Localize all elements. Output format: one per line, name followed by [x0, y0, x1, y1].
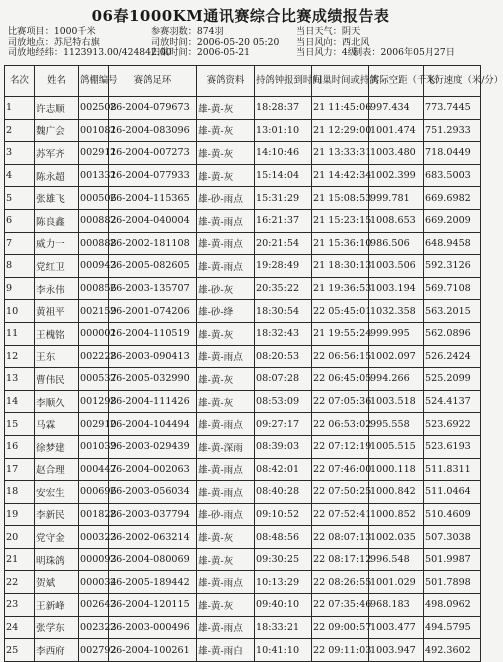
cell-clock-time: 18:28:37 [255, 97, 312, 120]
cell-distance: 1001.474 [369, 119, 424, 142]
cell-ring: 26-2004-115365 [109, 187, 197, 210]
cell-ring: 26-2003-029439 [109, 435, 197, 458]
cell-pid: 001331 [79, 164, 109, 187]
cell-distance: 1032.358 [369, 300, 424, 323]
cell-return-time: 22 06:56:15 [312, 345, 369, 368]
cell-speed: 510.4609 [424, 503, 481, 526]
cell-return-time: 22 08:26:55 [312, 571, 369, 594]
cell-ring: 26-2004-080069 [109, 548, 197, 571]
cell-name: 威力一 [35, 232, 79, 255]
cell-name: 李永伟 [35, 277, 79, 300]
cell-rank: 10 [5, 300, 35, 323]
cell-speed: 498.0962 [424, 594, 481, 617]
header-name: 姓名 [35, 66, 79, 97]
cell-return-time: 22 09:11:03 [312, 639, 369, 662]
release-time: 司放时间：2006-05-20 05:20 [151, 36, 280, 48]
cell-name: 许志顺 [35, 97, 79, 120]
header-rank: 名次 [5, 66, 35, 97]
cell-clock-time: 08:39:03 [255, 435, 312, 458]
cell-clock-time: 09:10:52 [255, 503, 312, 526]
cell-pid: 002159 [79, 300, 109, 323]
cell-speed: 773.7445 [424, 97, 481, 120]
cell-ring: 26-2003-135707 [109, 277, 197, 300]
cell-clock-time: 10:41:10 [255, 639, 312, 662]
cell-speed: 511.8311 [424, 458, 481, 481]
cell-speed: 669.6982 [424, 187, 481, 210]
cell-distance: 1003.518 [369, 390, 424, 413]
cell-distance: 1008.653 [369, 209, 424, 232]
cell-rank: 14 [5, 390, 35, 413]
cell-speed: 501.9987 [424, 548, 481, 571]
cell-distance: 996.548 [369, 548, 424, 571]
cell-name: 党红卫 [35, 255, 79, 278]
cell-name: 魏广会 [35, 119, 79, 142]
cell-distance: 1003.947 [369, 639, 424, 662]
cell-info: 雄-黄-灰 [197, 390, 255, 413]
cell-info: 雄-砂-绛 [197, 300, 255, 323]
cell-clock-time: 18:33:21 [255, 616, 312, 639]
cell-name: 赵合理 [35, 458, 79, 481]
table-row [5, 255, 481, 278]
cell-speed: 526.2424 [424, 345, 481, 368]
cell-rank: 5 [5, 187, 35, 210]
table-row [5, 232, 481, 255]
cell-rank: 15 [5, 413, 35, 436]
cell-info: 雄-黄-灰 [197, 119, 255, 142]
report-title: 06春1000KM通讯赛综合比赛成绩报告表 [91, 7, 390, 25]
cell-ring: 26-2004-040004 [109, 209, 197, 232]
cell-speed: 683.5003 [424, 164, 481, 187]
cell-speed: 563.2015 [424, 300, 481, 323]
cell-rank: 13 [5, 368, 35, 391]
cell-ring: 26-2002-063214 [109, 526, 197, 549]
cell-rank: 16 [5, 435, 35, 458]
cell-ring: 26-2004-079673 [109, 97, 197, 120]
cell-return-time: 22 05:45:01 [312, 300, 369, 323]
cell-clock-time: 08:48:56 [255, 526, 312, 549]
cell-ring: 26-2004-083096 [109, 119, 197, 142]
cell-clock-time: 09:40:10 [255, 594, 312, 617]
cell-clock-time: 16:21:37 [255, 209, 312, 232]
cell-info: 雄-黄-雨点 [197, 481, 255, 504]
table-row [5, 503, 481, 526]
cell-return-time: 21 15:23:15 [312, 209, 369, 232]
cell-speed: 648.9458 [424, 232, 481, 255]
table-row [5, 594, 481, 617]
cell-clock-time: 09:30:25 [255, 548, 312, 571]
cell-clock-time: 20:21:54 [255, 232, 312, 255]
cell-info: 雄-黄-雨点 [197, 571, 255, 594]
cell-return-time: 22 06:45:05 [312, 368, 369, 391]
cell-info: 雄-黄-灰 [197, 97, 255, 120]
cell-pid: 000537 [79, 368, 109, 391]
cell-return-time: 22 07:46:00 [312, 458, 369, 481]
cell-info: 雄-黄-雨点 [197, 413, 255, 436]
cell-rank: 7 [5, 232, 35, 255]
lat-lon: 司放地经纬：1123913.00/424842.00 [8, 47, 172, 59]
weather: 当日天气：阴天 [296, 26, 361, 37]
table-row [5, 322, 481, 345]
cell-speed: 569.7108 [424, 277, 481, 300]
cell-ring: 26-2005-032990 [109, 368, 197, 391]
cell-name: 王新峰 [35, 594, 79, 617]
cell-return-time: 21 15:36:10 [312, 232, 369, 255]
cell-name: 李新民 [35, 503, 79, 526]
race-item: 比赛项目：1000千米 [8, 26, 96, 37]
cell-ring: 26-2004-111426 [109, 390, 197, 413]
cell-name: 党守金 [35, 526, 79, 549]
header-ring: 赛鸽足环 [109, 66, 197, 97]
cell-return-time: 21 14:42:34 [312, 164, 369, 187]
cell-distance: 999.995 [369, 322, 424, 345]
cell-info: 雄-黄-雨点 [197, 616, 255, 639]
cell-distance: 968.183 [369, 594, 424, 617]
cell-distance: 1003.477 [369, 616, 424, 639]
cell-pid: 000882 [79, 209, 109, 232]
cell-speed: 501.7898 [424, 571, 481, 594]
cell-speed: 592.3126 [424, 255, 481, 278]
table-row [5, 548, 481, 571]
cell-rank: 22 [5, 571, 35, 594]
table-row [5, 164, 481, 187]
cell-distance: 986.506 [369, 232, 424, 255]
cell-info: 雄-黄-雨点 [197, 232, 255, 255]
table-row [5, 526, 481, 549]
cell-ring: 26-2003-056034 [109, 481, 197, 504]
cell-speed: 669.2009 [424, 209, 481, 232]
cell-clock-time: 20:35:22 [255, 277, 312, 300]
table-header-row [5, 66, 481, 97]
table-row [5, 571, 481, 594]
cell-info: 雄-黄-灰 [197, 164, 255, 187]
table-row [5, 481, 481, 504]
cell-rank: 8 [5, 255, 35, 278]
cell-name: 李西府 [35, 639, 79, 662]
cell-info: 雄-砂-雨点 [197, 187, 255, 210]
cell-pid: 000696 [79, 481, 109, 504]
cell-rank: 4 [5, 164, 35, 187]
cell-speed: 525.2099 [424, 368, 481, 391]
cell-ring: 26-2003-090413 [109, 345, 197, 368]
cell-ring: 26-2004-120115 [109, 594, 197, 617]
table-row [5, 142, 481, 165]
cell-speed: 523.6922 [424, 413, 481, 436]
wind-force: 当日风力：4级 [296, 47, 357, 59]
cell-info: 雄-黄-灰 [197, 322, 255, 345]
cell-return-time: 21 19:55:24 [312, 322, 369, 345]
cell-ring: 26-2002-181108 [109, 232, 197, 255]
table-row [5, 435, 481, 458]
table-row [5, 345, 481, 368]
table-row [5, 413, 481, 436]
header-distance: 实际空距（千米） [369, 66, 424, 97]
table-row [5, 119, 481, 142]
cell-return-time: 22 08:07:13 [312, 526, 369, 549]
cell-speed: 718.0449 [424, 142, 481, 165]
cell-info: 雄-黄-灰 [197, 594, 255, 617]
race-info [8, 27, 478, 59]
cell-distance: 995.558 [369, 413, 424, 436]
cell-pid: 001039 [79, 435, 109, 458]
cell-rank: 23 [5, 594, 35, 617]
table-row [5, 277, 481, 300]
cell-pid: 000093 [79, 548, 109, 571]
cell-name: 黄祖平 [35, 300, 79, 323]
table-row [5, 97, 481, 120]
cell-return-time: 21 18:30:13 [312, 255, 369, 278]
cell-pid: 000447 [79, 458, 109, 481]
cell-distance: 1005.515 [369, 435, 424, 458]
table-row [5, 368, 481, 391]
results-table [4, 65, 503, 662]
cell-clock-time: 08:53:09 [255, 390, 312, 413]
cell-name: 陈永超 [35, 164, 79, 187]
entries-count: 参赛羽数：874羽 [151, 26, 224, 37]
cell-rank: 6 [5, 209, 35, 232]
cell-clock-time: 08:40:28 [255, 481, 312, 504]
cell-info: 雄-砂-雨点 [197, 503, 255, 526]
cell-distance: 1000.852 [369, 503, 424, 526]
cell-pid: 001081 [79, 119, 109, 142]
cell-speed: 494.5795 [424, 616, 481, 639]
cell-name: 安宏生 [35, 481, 79, 504]
cell-return-time: 22 07:50:25 [312, 481, 369, 504]
cell-rank: 17 [5, 458, 35, 481]
cell-info: 雄-黄-灰 [197, 142, 255, 165]
table-row [5, 187, 481, 210]
cell-rank: 24 [5, 616, 35, 639]
cell-pid: 000034 [79, 571, 109, 594]
cell-name: 张学东 [35, 616, 79, 639]
cell-return-time: 21 15:08:53 [312, 187, 369, 210]
cell-distance: 1002.399 [369, 164, 424, 187]
cell-return-time: 21 12:29:00 [312, 119, 369, 142]
cell-return-time: 22 07:35:46 [312, 594, 369, 617]
cell-pid: 000506 [79, 187, 109, 210]
cell-pid: 000001 [79, 322, 109, 345]
cell-speed: 492.3602 [424, 639, 481, 662]
cell-return-time: 21 11:45:06 [312, 97, 369, 120]
info-row-3 [8, 48, 478, 59]
cell-info: 雄-黄-灰 [197, 548, 255, 571]
cell-pid: 002323 [79, 616, 109, 639]
cell-info: 雄-黄-深雨 [197, 435, 255, 458]
cell-pid: 002792 [79, 639, 109, 662]
cell-return-time: 21 19:36:53 [312, 277, 369, 300]
cell-name: 明珠鸽 [35, 548, 79, 571]
cell-speed: 523.6193 [424, 435, 481, 458]
cell-return-time: 22 07:05:36 [312, 390, 369, 413]
cell-ring: 26-2004-007273 [109, 142, 197, 165]
cell-rank: 12 [5, 345, 35, 368]
cell-name: 王东 [35, 345, 79, 368]
cell-pid: 000943 [79, 255, 109, 278]
cell-rank: 21 [5, 548, 35, 571]
table-row [5, 390, 481, 413]
header-speed: 飞行速度（米/分） [424, 66, 481, 97]
made-date: 制表：2006年05月27日 [353, 47, 455, 59]
table-row [5, 616, 481, 639]
cell-return-time: 22 07:12:19 [312, 435, 369, 458]
cell-clock-time: 08:20:53 [255, 345, 312, 368]
cell-ring: 26-2004-077933 [109, 164, 197, 187]
cell-info: 雄-黄-雨点 [197, 458, 255, 481]
cell-pid: 001298 [79, 390, 109, 413]
cell-info: 雄-黄-雨点 [197, 345, 255, 368]
cell-clock-time: 09:27:17 [255, 413, 312, 436]
cell-clock-time: 19:28:49 [255, 255, 312, 278]
cell-name: 李顺久 [35, 390, 79, 413]
cell-info: 雄-黄-灰 [197, 368, 255, 391]
table-row [5, 300, 481, 323]
cell-speed: 562.0896 [424, 322, 481, 345]
table-row [5, 639, 481, 662]
cell-ring: 26-2001-074206 [109, 300, 197, 323]
cell-return-time: 22 09:00:57 [312, 616, 369, 639]
cell-distance: 1000.118 [369, 458, 424, 481]
cell-ring: 26-2003-000496 [109, 616, 197, 639]
cell-return-time: 21 13:33:31 [312, 142, 369, 165]
cell-clock-time: 10:13:29 [255, 571, 312, 594]
cell-return-time: 22 08:17:12 [312, 548, 369, 571]
cell-rank: 2 [5, 119, 35, 142]
cell-speed: 507.3038 [424, 526, 481, 549]
cell-pid: 000856 [79, 277, 109, 300]
cell-rank: 11 [5, 322, 35, 345]
cell-info: 雄-黄-雨点 [197, 255, 255, 278]
cell-rank: 18 [5, 481, 35, 504]
cell-distance: 1003.506 [369, 255, 424, 278]
cell-rank: 1 [5, 97, 35, 120]
return-date: 归巢时间：2006-05-21 [151, 47, 250, 59]
cell-ring: 26-2004-100261 [109, 639, 197, 662]
header-return-time: 归巢时间或持鸽 [312, 66, 369, 97]
cell-clock-time: 08:07:28 [255, 368, 312, 391]
cell-pid: 002508 [79, 97, 109, 120]
cell-speed: 751.2933 [424, 119, 481, 142]
cell-return-time: 22 07:52:41 [312, 503, 369, 526]
cell-clock-time: 18:30:54 [255, 300, 312, 323]
cell-info: 雄-砂-灰 [197, 277, 255, 300]
cell-name: 贺斌 [35, 571, 79, 594]
cell-pid: 000888 [79, 232, 109, 255]
cell-name: 徐梦建 [35, 435, 79, 458]
cell-pid: 002228 [79, 345, 109, 368]
cell-distance: 999.781 [369, 187, 424, 210]
cell-pid: 002911 [79, 142, 109, 165]
table-row [5, 209, 481, 232]
cell-rank: 3 [5, 142, 35, 165]
cell-rank: 25 [5, 639, 35, 662]
cell-distance: 994.266 [369, 368, 424, 391]
cell-name: 王槐铭 [35, 322, 79, 345]
header-info: 赛鸽资料 [197, 66, 255, 97]
cell-name: 曹伟民 [35, 368, 79, 391]
cell-distance: 1000.842 [369, 481, 424, 504]
cell-clock-time: 14:10:46 [255, 142, 312, 165]
cell-speed: 511.0464 [424, 481, 481, 504]
cell-ring: 26-2004-110519 [109, 322, 197, 345]
cell-clock-time: 15:14:04 [255, 164, 312, 187]
cell-ring: 26-2003-037794 [109, 503, 197, 526]
cell-speed: 524.4137 [424, 390, 481, 413]
cell-info: 雄-黄-雨白 [197, 639, 255, 662]
cell-name: 张雄飞 [35, 187, 79, 210]
cell-ring: 26-2005-189442 [109, 571, 197, 594]
cell-clock-time: 08:42:01 [255, 458, 312, 481]
cell-distance: 1002.097 [369, 345, 424, 368]
cell-clock-time: 15:31:29 [255, 187, 312, 210]
table-row [5, 458, 481, 481]
cell-clock-time: 13:01:10 [255, 119, 312, 142]
cell-ring: 26-2004-104494 [109, 413, 197, 436]
cell-distance: 997.434 [369, 97, 424, 120]
cell-distance: 1003.194 [369, 277, 424, 300]
cell-info: 雄-黄-灰 [197, 526, 255, 549]
cell-pid: 001828 [79, 503, 109, 526]
cell-distance: 1001.029 [369, 571, 424, 594]
info-row-1 [8, 27, 478, 38]
cell-name: 苏军齐 [35, 142, 79, 165]
release-location: 司放地点：苏尼特右旗 [8, 36, 100, 48]
wind-direction: 当日风向：西北风 [296, 36, 370, 48]
cell-rank: 9 [5, 277, 35, 300]
cell-ring: 26-2004-002063 [109, 458, 197, 481]
cell-distance: 1003.480 [369, 142, 424, 165]
header-clock-time: 持鸽钟报到时间 [255, 66, 312, 97]
cell-info: 雄-黄-雨点 [197, 209, 255, 232]
cell-name: 马霖 [35, 413, 79, 436]
cell-name: 陈良鑫 [35, 209, 79, 232]
cell-distance: 1002.035 [369, 526, 424, 549]
cell-pid: 000323 [79, 526, 109, 549]
header-pid: 鸽棚编号 [79, 66, 109, 97]
cell-rank: 20 [5, 526, 35, 549]
cell-pid: 002910 [79, 413, 109, 436]
cell-rank: 19 [5, 503, 35, 526]
cell-clock-time: 18:32:43 [255, 322, 312, 345]
cell-ring: 26-2005-082605 [109, 255, 197, 278]
cell-pid: 002643 [79, 594, 109, 617]
cell-return-time: 22 06:53:02 [312, 413, 369, 436]
